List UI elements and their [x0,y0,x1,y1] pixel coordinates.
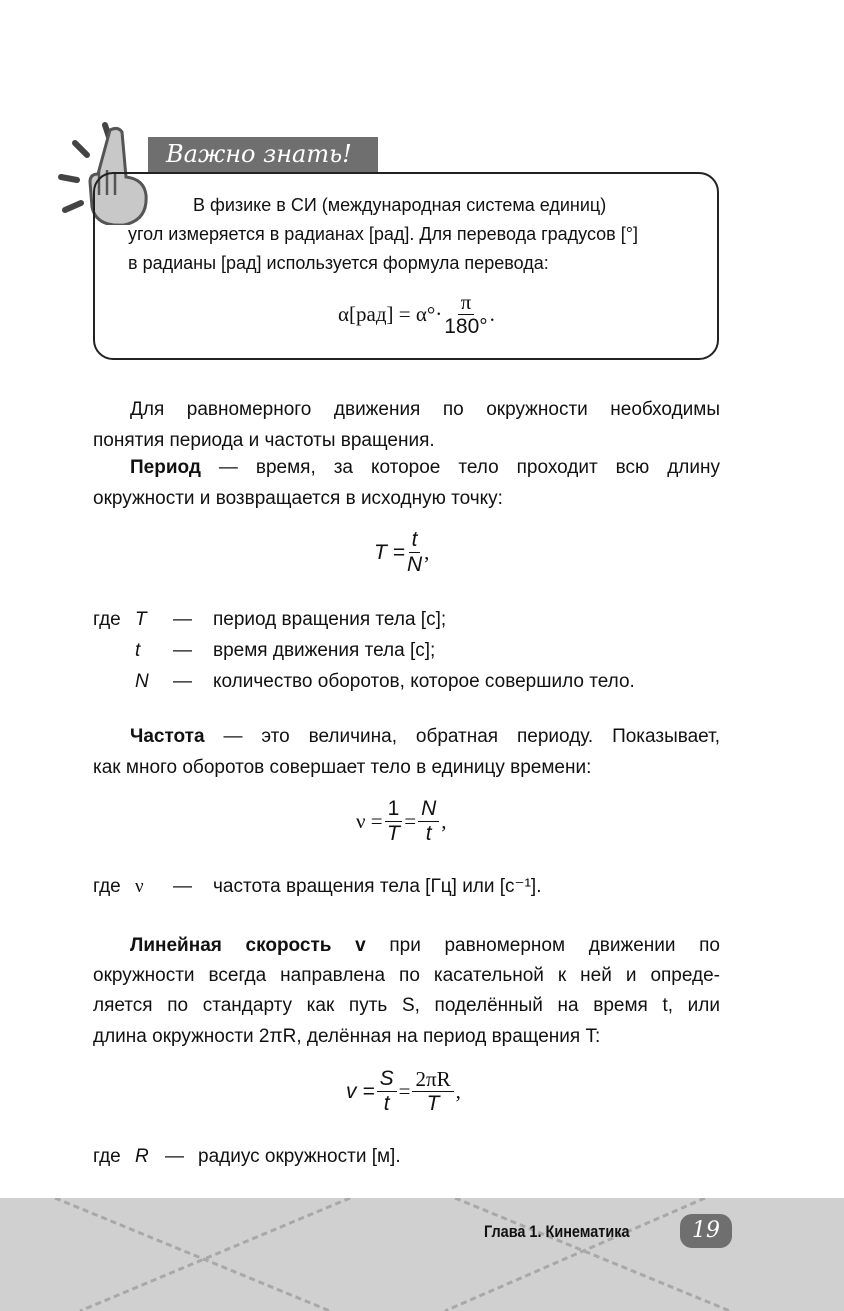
dash: — [165,1146,184,1167]
fraction-numerator: 2πR [412,1067,453,1092]
formula-lhs: α[рад] = α°· [338,302,443,326]
definition-text: — время, за которое тело проходит всю длину [200,457,720,478]
fraction-numerator: π [458,290,475,315]
fraction-numerator: t [409,528,421,553]
definition-text: — это величина, обратная периоду. Показывает, [204,726,720,747]
formula-tail: . [489,302,495,326]
fraction-numerator: S [377,1067,397,1092]
formula-lhs: T = [374,540,405,564]
fraction-denominator: N [406,553,423,576]
dash: — [173,640,192,661]
legend-text: частота вращения тела [Гц] или [с⁻¹]. [213,876,542,897]
symbol: ν [135,876,144,897]
term-period: Период [130,457,201,478]
dash: — [173,609,192,630]
fraction-denominator: T [387,822,400,845]
paragraph-line: как много оборотов совершает тело в единицу времени: [93,757,592,778]
equals: = [404,809,417,833]
callout-line: угол измеряется в радианах [рад]. Для перевода градусов [°] [128,224,638,244]
frequency-definition [130,725,720,749]
legend-text: время движения тела [с]; [213,640,436,661]
formula-tail: , [455,1079,461,1103]
legend-text: период вращения тела [с]; [213,609,447,630]
paragraph-line: понятия периода и частоты вращения. [93,430,435,451]
legend-text: количество оборотов, которое совершило тело. [213,671,635,692]
formula-tail: , [424,540,430,564]
paragraph-line: окружности всегда направлена по касательной к ней и опреде- [93,965,720,986]
radian-formula [338,290,495,339]
paragraph-line: окружности и возвращается в исходную точку: [93,488,503,509]
legend-text: радиус окружности [м]. [198,1146,401,1167]
fraction-numerator: 1 [385,797,403,822]
where-label: где [93,609,121,630]
symbol: N [135,671,149,692]
paragraph-line: ляется по стандарту как путь S, поделённый на время t, или [93,995,720,1016]
symbol: R [135,1146,149,1167]
paragraph-line: Для равномерного движения по окружности необходимы [130,399,720,420]
period-definition [130,456,720,480]
term-frequency: Частота [130,726,205,747]
symbol: t [135,640,141,661]
dash: — [173,671,192,692]
where-label: где [93,876,121,897]
speed-formula [346,1067,461,1116]
fraction-denominator: T [426,1092,440,1115]
term-linear-speed: Линейная скорость v [130,935,366,956]
period-formula [374,528,429,577]
frequency-formula [356,797,447,846]
fraction-denominator: 180° [444,315,488,338]
callout-title: Важно знать! [148,137,378,172]
symbol: T [135,609,147,630]
page-number: 19 [680,1214,732,1248]
formula-lhs: ν = [356,809,383,833]
dash: — [173,876,192,897]
equals: = [398,1079,411,1103]
formula-lhs: v = [346,1079,375,1103]
fraction-denominator: t [383,1092,390,1115]
chapter-title: Глава 1. Кинематика [484,1222,630,1241]
formula-tail: , [441,809,447,833]
fraction-denominator: t [425,822,432,845]
callout-line: В физике в СИ (международная система единиц) [193,195,607,215]
where-label: где [93,1146,121,1167]
definition-text: при равномерном движении по [365,935,721,956]
callout-line: в радианы [рад] используется формула перевода: [128,253,549,273]
speed-definition [130,934,720,958]
fraction-numerator: N [418,797,439,822]
paragraph-line: длина окружности 2πR, делённая на период вращения T: [93,1026,601,1047]
